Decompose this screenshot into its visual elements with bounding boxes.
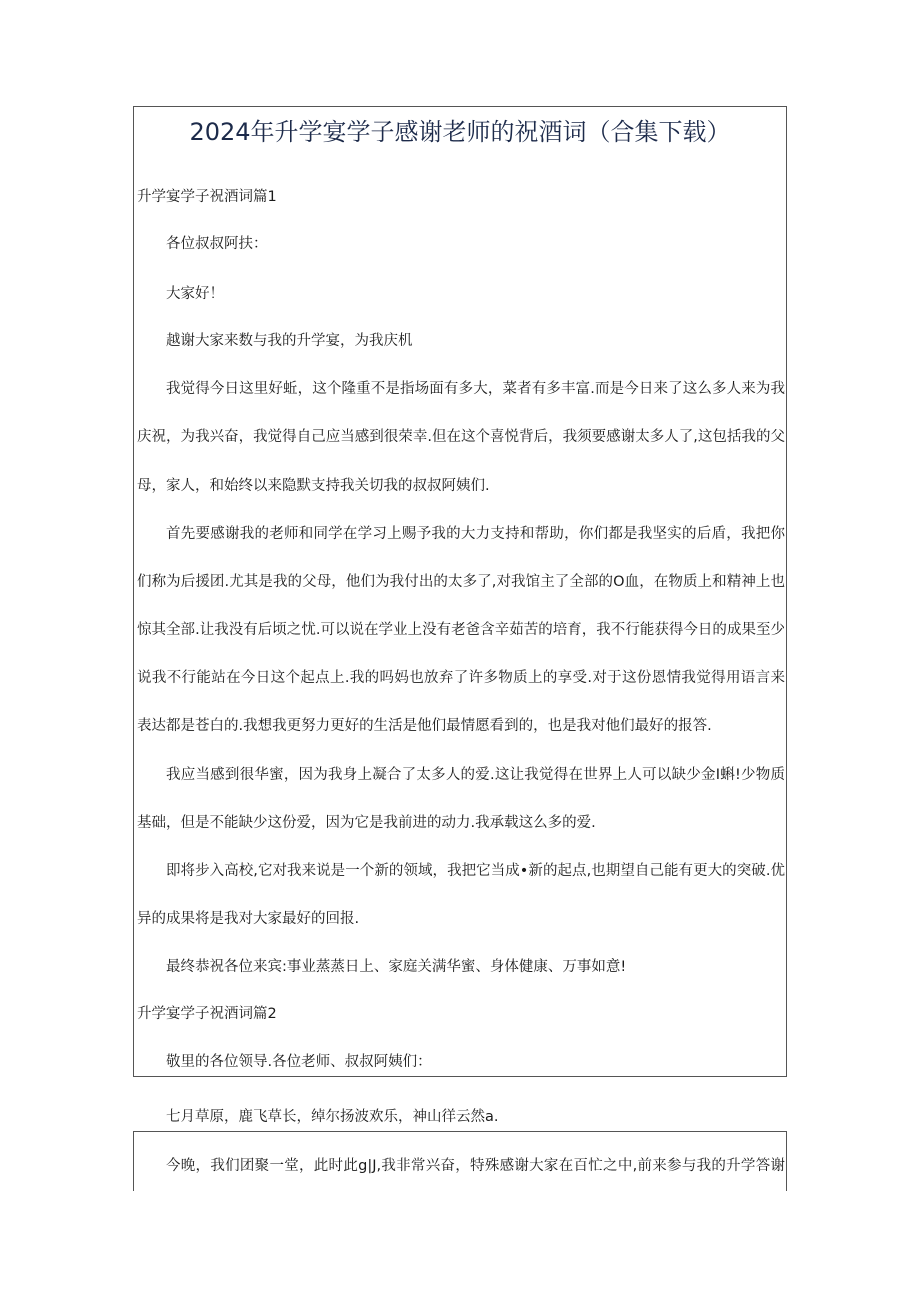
paragraph-line: 母，家人，和始终以来隐默支持我关切我的叔叔阿姨们. [137, 478, 490, 494]
document-title: 2024年升学宴学子感谢老师的祝酒词（合集下载） [189, 118, 731, 146]
paragraph-line: 惊其全部.让我没有后顷之忧.可以说在学业上没有老爸含辛茹苦的培育，我不行能获得今日的成果至少 [137, 622, 785, 638]
paragraph-line: 庆祝，为我兴奋，我觉得自己应当感到很荣幸.但在这个喜悦背后，我须要感谢太多人了,这包括我的父 [137, 429, 785, 445]
paragraph-line: 异的成果将是我对大家最好的回报. [137, 911, 360, 927]
paragraph-line: 敬里的各位领导.各位老师、叔叔阿姨们： [166, 1054, 432, 1070]
section-heading-1: 升学宴学子祝酒词篇1 [137, 189, 277, 205]
paragraph-line: 大家好！ [166, 286, 224, 302]
paragraph-line: 最终恭祝各位来宾:事业蒸蒸日上、家庭关满华蜜、身体健康、万事如意! [166, 959, 627, 975]
paragraph-line: 七月草原，鹿飞草长，绰尔扬波欢乐，神山徉云然a. [166, 1109, 499, 1125]
paragraph-line: 各位叔叔阿扶： [166, 236, 268, 252]
paragraph-line: 表达都是苍白的.我想我更努力更好的生活是他们最情愿看到的，也是我对他们最好的报答. [137, 718, 712, 734]
section-heading-2: 升学宴学子祝酒词篇2 [137, 1006, 277, 1022]
paragraph-line: 我应当感到很华蜜，因为我身上凝合了太多人的爱.这让我觉得在世界上人可以缺少金I蝌!少物质 [166, 767, 785, 783]
paragraph-line: 们称为后援团.尤其是我的父母，他们为我付出的太多了,对我馆主了全部的O血，在物质上和精神上也 [137, 574, 785, 590]
paragraph-line: 即将步入高校,它对我来说是一个新的领域，我把它当成•新的起点,也期望自己能有更大的突破.优 [166, 863, 785, 879]
paragraph-line: 基础，但是不能缺少这份爱，因为它是我前进的动力.我承载这么多的爱. [137, 815, 596, 831]
paragraph-line: 我觉得今日这里好蚯，这个隆重不是指场面有多大，菜者有多丰富.而是今日来了这么多人来为我 [166, 381, 785, 397]
paragraph-line: 今晚，我们团聚一堂，此时此g|J,我非常兴奋，特殊感谢大家在百忙之中,前来参与我的升学答谢 [166, 1158, 785, 1174]
paragraph-line: 说我不行能站在今日这个起点上.我的吗妈也放弃了许多物质上的享受.对于这份恩情我觉得用语言来 [137, 670, 785, 686]
paragraph-line: 越谢大家来数与我的升学宴，为我庆机 [166, 333, 413, 349]
paragraph-line: 首先要感谢我的老师和同学在学习上赐予我的大力支持和帮助，你们都是我坚实的后盾，我把你 [166, 526, 785, 542]
